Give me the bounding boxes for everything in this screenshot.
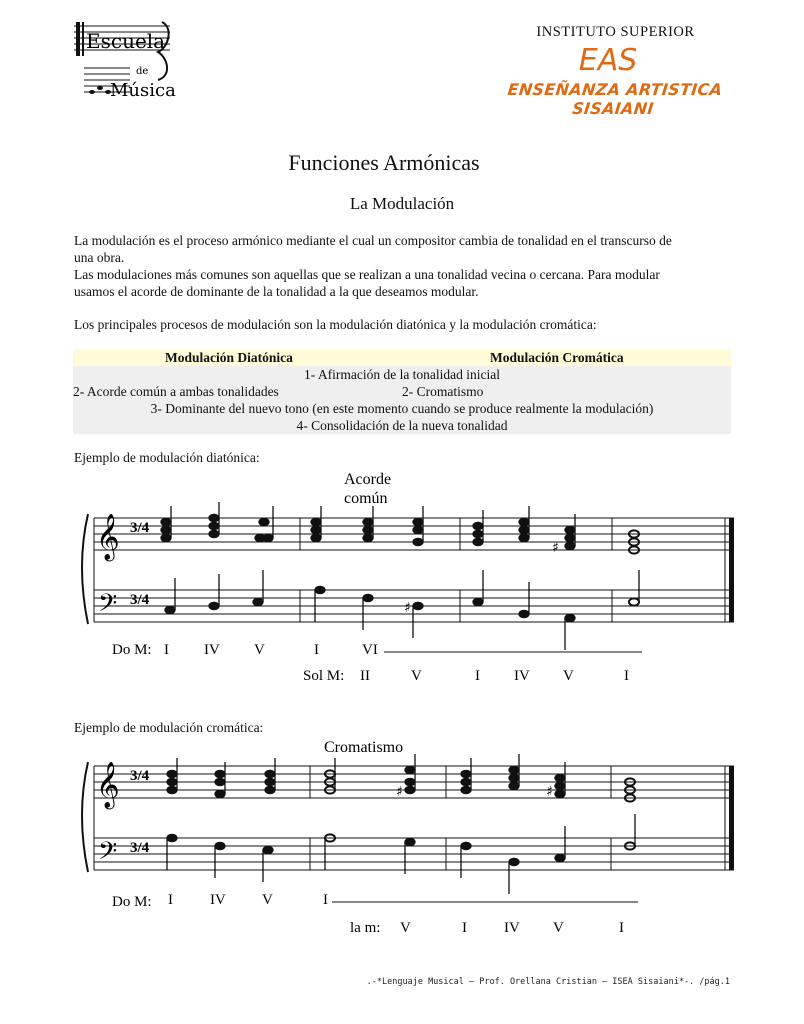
table-row-2-left: 2- Acorde común a ambas tonalidades xyxy=(73,384,279,399)
svg-text:𝄢: 𝄢 xyxy=(98,837,118,872)
ex2-numeral: I xyxy=(619,920,624,936)
svg-text:𝄢: 𝄢 xyxy=(98,589,118,624)
table-row-2-right: 2- Cromatismo xyxy=(402,384,484,399)
time-sig-treble: 3/4 xyxy=(130,768,150,784)
ex2-numeral: V xyxy=(262,892,273,908)
institute-title: INSTITUTO SUPERIOR xyxy=(536,24,695,40)
ex1-key2-label: Sol M: xyxy=(303,668,345,684)
ex2-numeral: IV xyxy=(210,892,226,908)
svg-text:♯: ♯ xyxy=(552,540,559,556)
ex1-numeral: V xyxy=(411,668,422,684)
ex2-numeral: I xyxy=(323,892,328,908)
institute-subtitle: ENSEÑANZA ARTISTICA SISAIANI xyxy=(506,80,724,118)
table-row xyxy=(73,400,731,417)
time-sig-bass: 3/4 xyxy=(130,592,150,608)
procesos-intro: Los principales procesos de modulación son la modulación diatónica y la modulación cromática: xyxy=(74,317,597,332)
intro-text xyxy=(74,232,694,300)
ex1-key1-label: Do M: xyxy=(112,642,152,658)
intro-paragraph-2: Las modulaciones más comunes son aquellas que se realizan a una tonalidad vecina o cercana. Para modular usamos el acorde de dominante de la tonalidad a la que deseamos modular. xyxy=(74,267,660,299)
ex1-numeral: VI xyxy=(362,642,378,658)
table-header-diatonic: Modulación Diatónica xyxy=(165,350,293,365)
ex2-numeral: I xyxy=(462,920,467,936)
table-row-1-text: 1- Afirmación de la tonalidad inicial xyxy=(303,367,501,382)
time-sig-treble: 3/4 xyxy=(130,520,150,536)
ex2-numeral: IV xyxy=(504,920,520,936)
diatonic-score xyxy=(74,466,738,696)
ex1-numeral: V xyxy=(563,668,574,684)
table-header-row xyxy=(73,349,731,366)
ex2-numeral: V xyxy=(400,920,411,936)
ex2-key2-label: la m: xyxy=(350,920,381,936)
ex2-key1-label: Do M: xyxy=(112,894,152,910)
ex1-numeral: I xyxy=(314,642,319,658)
table-row-4-text: 4- Consolidación de la nueva tonalidad xyxy=(296,418,508,433)
annotation-cromatismo: Cromatismo xyxy=(324,739,404,756)
ex1-numeral: V xyxy=(254,642,265,658)
svg-text:𝄞: 𝄞 xyxy=(96,514,120,560)
logo-de-text: de xyxy=(136,66,149,77)
example-diatonic-label: Ejemplo de modulación diatónica: xyxy=(74,450,260,465)
example-chromatic-label: Ejemplo de modulación cromática: xyxy=(74,720,264,735)
annotation-comun: común xyxy=(344,490,388,507)
table-header-chromatic: Modulación Cromática xyxy=(490,350,624,365)
svg-text:♯: ♯ xyxy=(546,784,553,800)
svg-text:♯: ♯ xyxy=(396,784,403,800)
page-title: Funciones Armónicas xyxy=(288,150,480,175)
ex1-numeral: I xyxy=(624,668,629,684)
time-sig-bass: 3/4 xyxy=(130,840,150,856)
table-row-3-text: 3- Dominante del nuevo tono (en este momento cuando se produce realmente la modulación) xyxy=(150,401,654,416)
table-row xyxy=(73,417,731,434)
page-subtitle: La Modulación xyxy=(349,194,455,213)
footer-text: .-*Lenguaje Musical – Prof. Orellana Cristian – ISEA Sisaiani*-. /pág.1 xyxy=(366,977,730,987)
annotation-acorde: Acorde xyxy=(344,471,392,488)
intro-paragraph-1: La modulación es el proceso armónico mediante el cual un compositor cambia de tonalidad en el transcurso de una obra. xyxy=(74,233,672,265)
process-table xyxy=(73,349,731,434)
chromatic-score xyxy=(74,734,738,946)
table-row xyxy=(73,383,731,400)
ex1-numeral: IV xyxy=(514,668,530,684)
ex2-numeral: V xyxy=(553,920,564,936)
ex1-numeral: I xyxy=(475,668,480,684)
logo-escuela-text: Escuela xyxy=(86,29,166,53)
logo-musica-text: Música xyxy=(110,80,176,101)
svg-text:♯: ♯ xyxy=(404,600,411,616)
table-row xyxy=(73,366,731,383)
escuela-de-musica-logo xyxy=(70,18,180,100)
svg-text:𝄞: 𝄞 xyxy=(96,762,120,808)
ex1-numeral: II xyxy=(360,668,370,684)
eas-mark-text: EAS xyxy=(578,43,638,78)
ex2-numeral: I xyxy=(168,892,173,908)
eas-logo-mark xyxy=(578,38,638,80)
ex1-numeral: I xyxy=(164,642,169,658)
ex1-numeral: IV xyxy=(204,642,220,658)
